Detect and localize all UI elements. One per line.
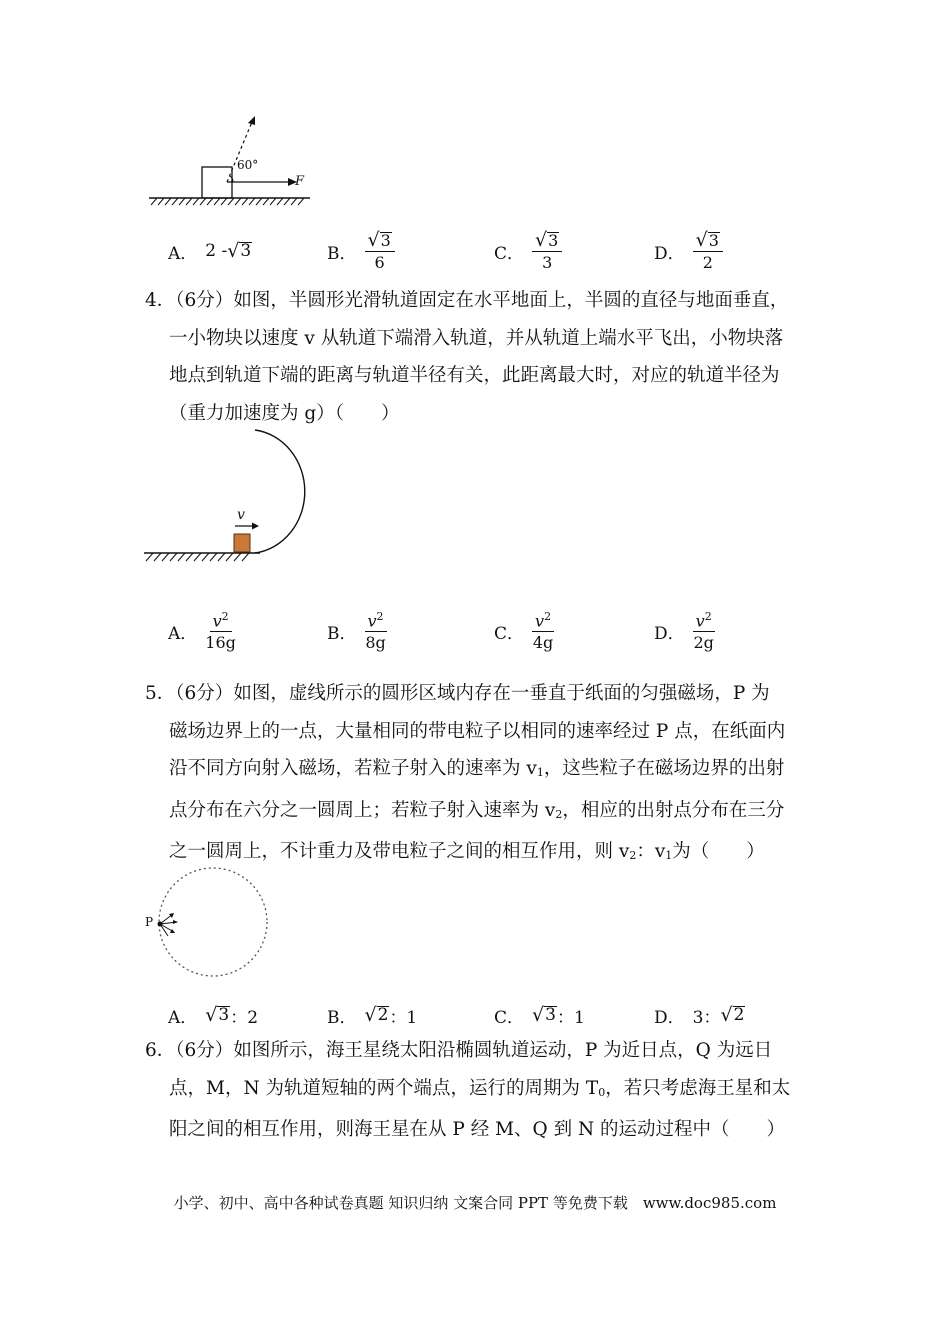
- q5-line-5: 之一圆周上，不计重力及带电粒子之间的相互作用，则 v2：v1为（ ）: [169, 841, 765, 862]
- option-label: B．: [327, 1007, 357, 1028]
- q5-figure: [140, 862, 280, 982]
- fraction: √ 3 3: [532, 231, 562, 272]
- q4-option-d[interactable]: [654, 606, 715, 656]
- expr: 2 -: [205, 241, 228, 261]
- q5-option-c[interactable]: C． √ 3 ：1: [494, 1003, 585, 1028]
- question-score: （6分）: [175, 290, 234, 311]
- q3-option-c[interactable]: [494, 226, 562, 276]
- q4-option-b[interactable]: [327, 606, 387, 656]
- q5-option-b[interactable]: B． √ 2 ：1: [327, 1003, 418, 1028]
- q4-option-c[interactable]: [494, 606, 554, 656]
- page-footer: 小学、初中、高中各种试卷真题 知识归纳 文案合同 PPT 等免费下载 www.doc985.com: [173, 1194, 777, 1212]
- q6-line-1: 6．（6分）如图所示，海王星绕太阳沿椭圆轨道运动，P 为近日点，Q 为远日: [145, 1040, 773, 1061]
- q4-line-2: 一小物块以速度 v 从轨道下端滑入轨道，并从轨道上端水平飞出，小物块落: [169, 327, 784, 349]
- small-block: [234, 534, 250, 552]
- fraction: √ 3 6: [365, 231, 395, 272]
- q3-figure: [145, 110, 320, 210]
- question-5: [145, 675, 825, 875]
- option-label: D．: [654, 623, 685, 644]
- q4-line-4: （重力加速度为 g）（ ）: [169, 402, 400, 424]
- fraction: $\frac{v^2}{16g}$: [205, 609, 236, 652]
- velocity-label: v: [237, 507, 245, 523]
- q4-line-1: 4．（6分）如图，半圆形光滑轨道固定在水平地面上，半圆的直径与地面垂直，: [145, 290, 789, 311]
- q5-option-a[interactable]: A． √ 3 ：2: [168, 1003, 259, 1028]
- q3-option-d[interactable]: [654, 226, 723, 276]
- option-label: D．: [654, 1007, 685, 1028]
- q3-options: [0, 226, 950, 276]
- question-4: [145, 282, 825, 432]
- sqrt-symbol: √ 3: [205, 1003, 230, 1026]
- q3-option-b[interactable]: [327, 226, 395, 276]
- option-label: C．: [494, 1007, 525, 1028]
- option-label: D．: [654, 243, 685, 264]
- option-label: A．: [168, 1007, 198, 1028]
- question-score: （6分）: [175, 683, 234, 704]
- force-direction-dashed: [227, 122, 252, 182]
- fraction: $\frac{v^2}{8g}$: [365, 609, 386, 652]
- q4-options: [0, 606, 950, 656]
- option-label: B．: [327, 623, 357, 644]
- question-number: 6．: [145, 1040, 176, 1061]
- question-number: 4．: [145, 290, 176, 311]
- q3-option-a[interactable]: [168, 226, 252, 276]
- q4-line-3: 地点到轨道下端的距离与轨道半径有关，此距离最大时，对应的轨道半径为: [169, 365, 780, 386]
- option-label: A．: [168, 243, 198, 264]
- q4-figure: [140, 428, 330, 568]
- option-label: B．: [327, 243, 357, 264]
- q6-line-3: 阳之间的相互作用，则海王星在从 P 经 M、Q 到 N 的运动过程中（ ）: [169, 1119, 786, 1140]
- sqrt-symbol: √ 3: [227, 239, 252, 262]
- q5-line-2: 磁场边界上的一点，大量相同的带电粒子以相同的速率经过 P 点，在纸面内: [169, 720, 786, 742]
- option-label: C．: [494, 243, 525, 264]
- option-label: C．: [494, 623, 525, 644]
- q5-option-d[interactable]: D． 3： √ 2: [654, 1003, 745, 1028]
- question-score: （6分）: [175, 1040, 234, 1061]
- fraction: √ 3 2: [693, 231, 723, 272]
- force-label: F: [295, 174, 305, 189]
- option-label: A．: [168, 623, 198, 644]
- q5-line-4: 点分布在六分之一圆周上；若粒子射入速率为 v2，相应的出射点分布在三分: [169, 799, 785, 821]
- fraction: $\frac{v^2}{4g}$: [532, 609, 554, 652]
- q5-line-3: 沿不同方向射入磁场，若粒子射入的速率为 v1，这些粒子在磁场边界的出射: [169, 758, 785, 779]
- fraction: $\frac{v^2}{2g}$: [693, 609, 714, 652]
- angle-label: 60°: [237, 158, 259, 172]
- q5-line-1: 5．（6分）如图，虚线所示的圆形区域内存在一垂直于纸面的匀强磁场，P 为: [145, 683, 770, 704]
- point-p-label: P: [145, 915, 154, 929]
- q6-line-2: 点，M，N 为轨道短轴的两个端点，运行的周期为 T0，若只考虑海王星和太: [169, 1077, 791, 1099]
- semicircle-track: [255, 430, 305, 553]
- question-6: [145, 1032, 825, 1149]
- question-number: 5．: [145, 683, 176, 704]
- sqrt-symbol: √ 2: [364, 1003, 389, 1026]
- sqrt-symbol: √ 3: [532, 1003, 556, 1026]
- q4-option-a[interactable]: [168, 606, 236, 656]
- sqrt-symbol: √ 2: [720, 1003, 745, 1026]
